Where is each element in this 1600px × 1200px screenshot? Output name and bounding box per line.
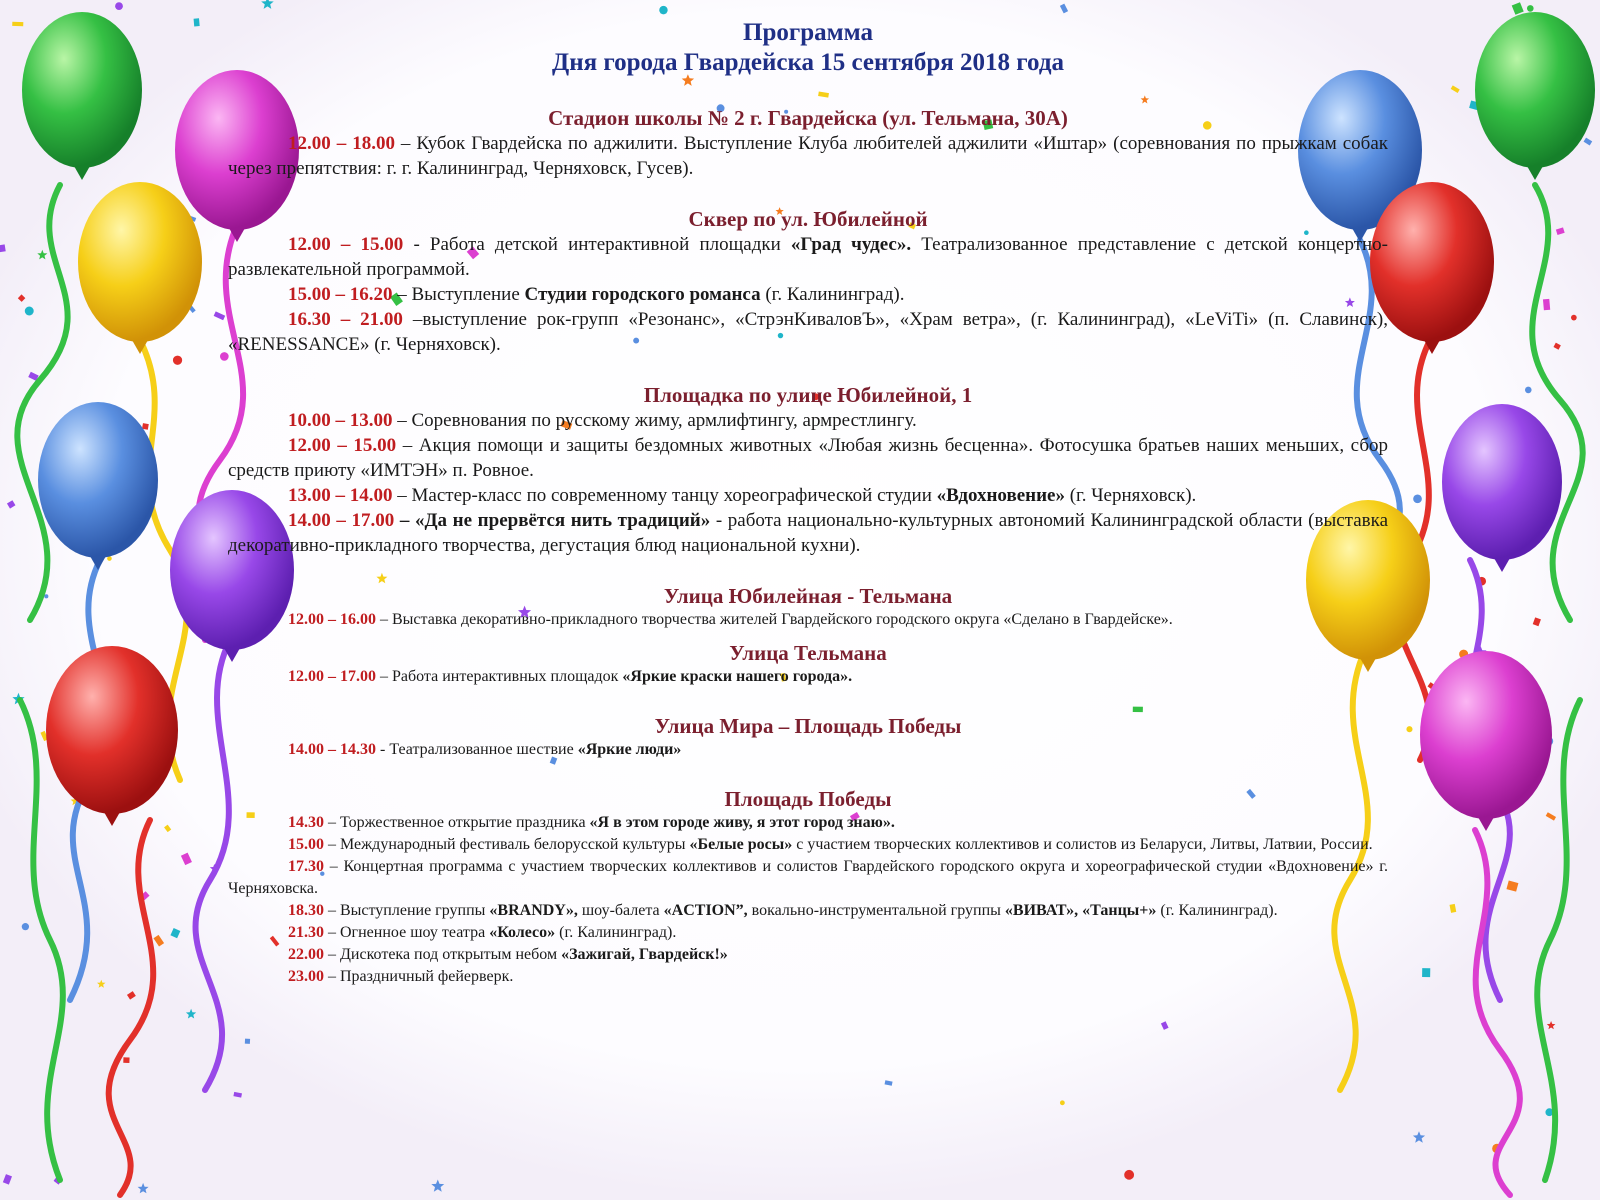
section-heading: Площадка по улице Юбилейной, 1 bbox=[643, 383, 973, 407]
item-text: вокально-инструментальной группы bbox=[747, 902, 1005, 919]
confetti-piece bbox=[659, 6, 667, 14]
section-heading: Стадион школы № 2 г. Гвардейска (ул. Тельмана, 30А) bbox=[548, 106, 1068, 130]
confetti-piece bbox=[245, 1039, 250, 1044]
program-item bbox=[228, 739, 1388, 761]
item-time: 14.30 bbox=[288, 814, 324, 831]
item-text: – Кубок Гвардейска по аджилити. Выступление Клуба любителей аджилити «Иштар» (соревнования по прыжкам собак через препятствия: г. г. Калининград, Черняховск, Гусев). bbox=[228, 133, 1389, 179]
program-item bbox=[228, 282, 1388, 307]
section-heading: Улица Тельмана bbox=[729, 641, 887, 665]
item-text: (г. Калининград). bbox=[760, 284, 905, 305]
item-text: (г. Калининград). bbox=[555, 924, 677, 941]
program-item bbox=[228, 408, 1388, 433]
confetti-piece bbox=[173, 356, 182, 365]
item-time: 13.00 – 14.00 bbox=[288, 485, 393, 506]
confetti-piece bbox=[1543, 299, 1550, 310]
program-item bbox=[228, 812, 1388, 834]
item-time: 14.00 – 14.30 bbox=[288, 741, 376, 758]
program-item bbox=[228, 922, 1388, 944]
item-text: – Выступление группы bbox=[324, 902, 490, 919]
item-text: – Праздничный фейерверк. bbox=[324, 968, 514, 985]
confetti-piece bbox=[1124, 1170, 1134, 1180]
section-yubileynaya-1 bbox=[228, 383, 1388, 558]
document-title bbox=[228, 18, 1388, 78]
confetti-piece bbox=[25, 307, 34, 316]
program-item bbox=[228, 433, 1388, 483]
section-mira-pobedy bbox=[228, 714, 1388, 761]
item-time: 10.00 – 13.00 bbox=[288, 410, 393, 431]
item-text: – Мастер-класс по современному танцу хореографической студии bbox=[392, 485, 937, 506]
item-highlight: «ВИВАТ», «Танцы+» bbox=[1004, 902, 1157, 919]
confetti-piece bbox=[1527, 5, 1534, 12]
confetti-piece bbox=[22, 923, 29, 930]
program-item bbox=[228, 131, 1388, 181]
section-heading: Улица Мира – Площадь Победы bbox=[654, 714, 962, 738]
item-time: 12.00 – 15.00 bbox=[288, 234, 404, 255]
item-highlight: «Яркие люди» bbox=[577, 741, 682, 758]
item-text: (г. Черняховск). bbox=[1064, 485, 1197, 506]
program-item bbox=[228, 307, 1388, 357]
program-item bbox=[228, 856, 1388, 900]
item-text: шоу-балета bbox=[577, 902, 664, 919]
item-highlight: «Белые росы» bbox=[689, 836, 793, 853]
section-pobedy-square bbox=[228, 787, 1388, 988]
confetti-piece bbox=[1571, 315, 1577, 321]
confetti-piece bbox=[44, 594, 48, 598]
item-highlight: Студии городского романса bbox=[524, 284, 761, 305]
item-text: – Акция помощи и защиты бездомных животных «Любая жизнь бесценна». Фотосушка братьев наших меньших, сбор средств приюту «ИМТЭН» п. Ровное. bbox=[228, 435, 1389, 481]
title-line-2: Дня города Гвардейска 15 сентября 2018 года bbox=[552, 49, 1064, 76]
item-time: 23.00 bbox=[288, 968, 324, 985]
program-item bbox=[228, 834, 1388, 856]
program-document bbox=[228, 18, 1388, 988]
program-item bbox=[228, 666, 1388, 688]
section-square bbox=[228, 207, 1388, 357]
title-line-1: Программа bbox=[743, 19, 873, 46]
confetti-piece bbox=[1060, 1100, 1065, 1105]
section-stadium bbox=[228, 106, 1388, 181]
item-text: с участием творческих коллективов и солистов из Беларуси, Литвы, Латвии, России. bbox=[792, 836, 1373, 853]
item-highlight: «Яркие краски нашего города». bbox=[622, 668, 853, 685]
program-item bbox=[228, 609, 1388, 631]
item-time: 16.30 – 21.00 bbox=[288, 309, 403, 330]
item-time: 15.00 – 16.20 bbox=[288, 284, 393, 305]
item-time: 17.30 bbox=[288, 858, 324, 875]
item-text: – Соревнования по русскому жиму, армлифтингу, армрестлингу. bbox=[392, 410, 917, 431]
item-text: – Торжественное открытие праздника bbox=[324, 814, 590, 831]
item-highlight: «Зажигай, Гвардейск!» bbox=[561, 946, 728, 963]
item-highlight: – «Да не прервётся нить традиций» bbox=[394, 510, 711, 531]
section-heading: Площадь Победы bbox=[724, 787, 892, 811]
program-item bbox=[228, 944, 1388, 966]
item-highlight: «ACTION”, bbox=[663, 902, 748, 919]
item-text: - работа национально-культурных автономий Калининградской области (выставка декоративно-прикладного творчества, дегустация блюд национальной кухни). bbox=[228, 510, 1388, 556]
confetti-piece bbox=[1525, 387, 1532, 394]
item-time: 12.00 – 18.00 bbox=[288, 133, 395, 154]
item-time: 12.00 – 16.00 bbox=[288, 611, 376, 628]
item-time: 21.30 bbox=[288, 924, 324, 941]
confetti-piece bbox=[1406, 726, 1412, 732]
item-time: 12.00 – 15.00 bbox=[288, 435, 397, 456]
item-text: Театрализованное представление с детской концертно-развлекательной программой. bbox=[228, 234, 1389, 280]
confetti-piece bbox=[12, 22, 23, 26]
confetti-piece bbox=[1413, 494, 1422, 503]
item-time: 18.30 bbox=[288, 902, 324, 919]
program-item bbox=[228, 483, 1388, 508]
program-item bbox=[228, 508, 1388, 558]
program-item bbox=[228, 900, 1388, 922]
item-text: – Международный фестиваль белорусской культуры bbox=[324, 836, 690, 853]
item-time: 12.00 – 17.00 bbox=[288, 668, 376, 685]
item-time: 15.00 bbox=[288, 836, 324, 853]
item-time: 22.00 bbox=[288, 946, 324, 963]
item-highlight: «BRANDY», bbox=[489, 902, 578, 919]
item-text: (г. Калининград). bbox=[1156, 902, 1278, 919]
item-highlight: «Я в этом городе живу, я этот город знаю». bbox=[589, 814, 895, 831]
item-time: 14.00 – 17.00 bbox=[288, 510, 395, 531]
item-text: – Концертная программа с участием творческих коллективов и солистов Гвардейского городского округа и хореографической студии «Вдохновение» г. Черняховска. bbox=[228, 858, 1388, 897]
confetti-piece bbox=[123, 1057, 129, 1063]
item-text: - Театрализованное шествие bbox=[376, 741, 578, 758]
section-heading: Улица Юбилейная - Тельмана bbox=[663, 584, 953, 608]
item-text: – Работа интерактивных площадок bbox=[376, 668, 623, 685]
item-highlight: «Град чудес». bbox=[790, 234, 912, 255]
item-highlight: «Вдохновение» bbox=[936, 485, 1065, 506]
confetti-piece bbox=[1422, 968, 1430, 977]
item-text: – Огненное шоу театра bbox=[324, 924, 490, 941]
item-text: – Дискотека под открытым небом bbox=[324, 946, 562, 963]
item-text: – Выставка декоративно-прикладного творчества жителей Гвардейского городского округа «Сделано в Гвардейске». bbox=[376, 611, 1173, 628]
section-heading: Сквер по ул. Юбилейной bbox=[688, 207, 928, 231]
program-item bbox=[228, 966, 1388, 988]
item-text: –выступление рок-групп «Резонанс», «СтрэнКиваловЪ», «Храм ветра», (г. Калининград), «LeViTi» (п. Славинск), «RENESSANCE» (г. Черняховск). bbox=[228, 309, 1388, 355]
section-telmana bbox=[228, 641, 1388, 688]
section-yubileynaya-telmana bbox=[228, 584, 1388, 631]
item-text: – Выступление bbox=[392, 284, 525, 305]
confetti-piece bbox=[115, 2, 123, 10]
item-text: - Работа детской интерактивной площадки bbox=[403, 234, 791, 255]
item-highlight: «Колесо» bbox=[489, 924, 556, 941]
confetti-piece bbox=[194, 18, 200, 26]
program-item bbox=[228, 232, 1388, 282]
